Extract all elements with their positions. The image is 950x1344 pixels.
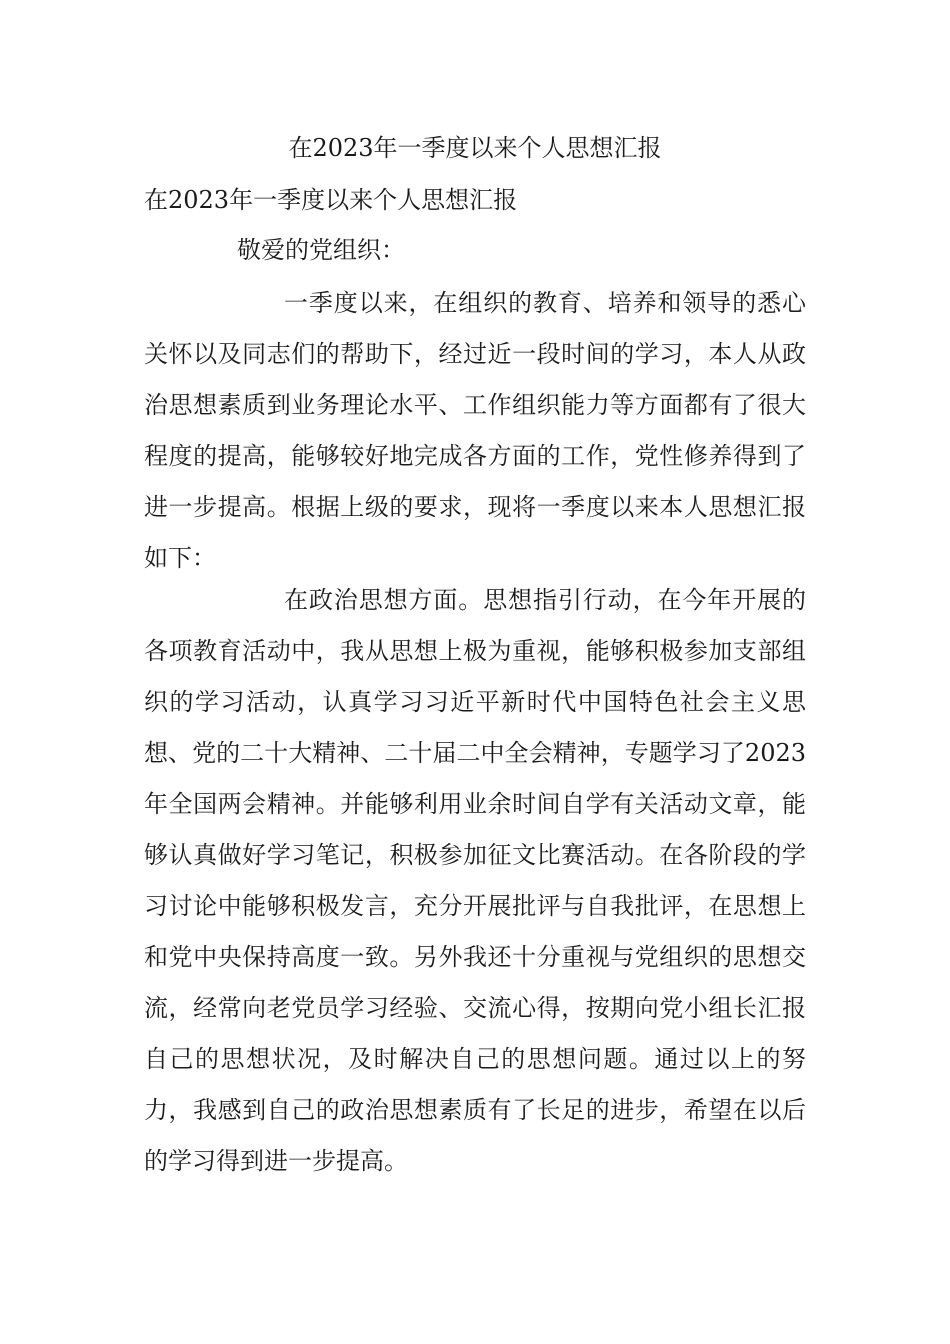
document-title: 在2023年一季度以来个人思想汇报: [288, 134, 662, 162]
paragraph-intro: 一季度以来，在组织的教育、培养和领导的悉心关怀以及同志们的帮助下，经过近一段时间的学习，本人从政治思想素质到业务理论水平、工作组织能力等方面都有了很大程度的提高，能够较好地完成各方面的工作，党性修养得到了进一步提高。根据上级的要求，现将一季度以来本人思想汇报如下：: [144, 289, 806, 572]
paragraph-political-thought: 在政治思想方面。思想指引行动，在今年开展的各项教育活动中，我从思想上极为重视，能够积极参加支部组织的学习活动，认真学习习近平新时代中国特色社会主义思想、党的二十大精神、二十届二中全会精神，专题学习了2023年全国两会精神。并能够利用业余时间自学有关活动文章，能够认真做好学习笔记，积极参加征文比赛活动。在各阶段的学习讨论中能够积极发言，充分开展批评与自我批评，在思想上和党中央保持高度一致。另外我还十分重视与党组织的思想交流，经常向老党员学习经验、交流心得，按期向党小组长汇报自己的思想状况，及时解决自己的思想问题。通过以上的努力，我感到自己的政治思想素质有了长足的进步，希望在以后的学习得到进一步提高。: [144, 586, 806, 1175]
document-subtitle: 在2023年一季度以来个人思想汇报: [144, 186, 518, 214]
salutation: 敬爱的党组织：: [237, 236, 405, 264]
